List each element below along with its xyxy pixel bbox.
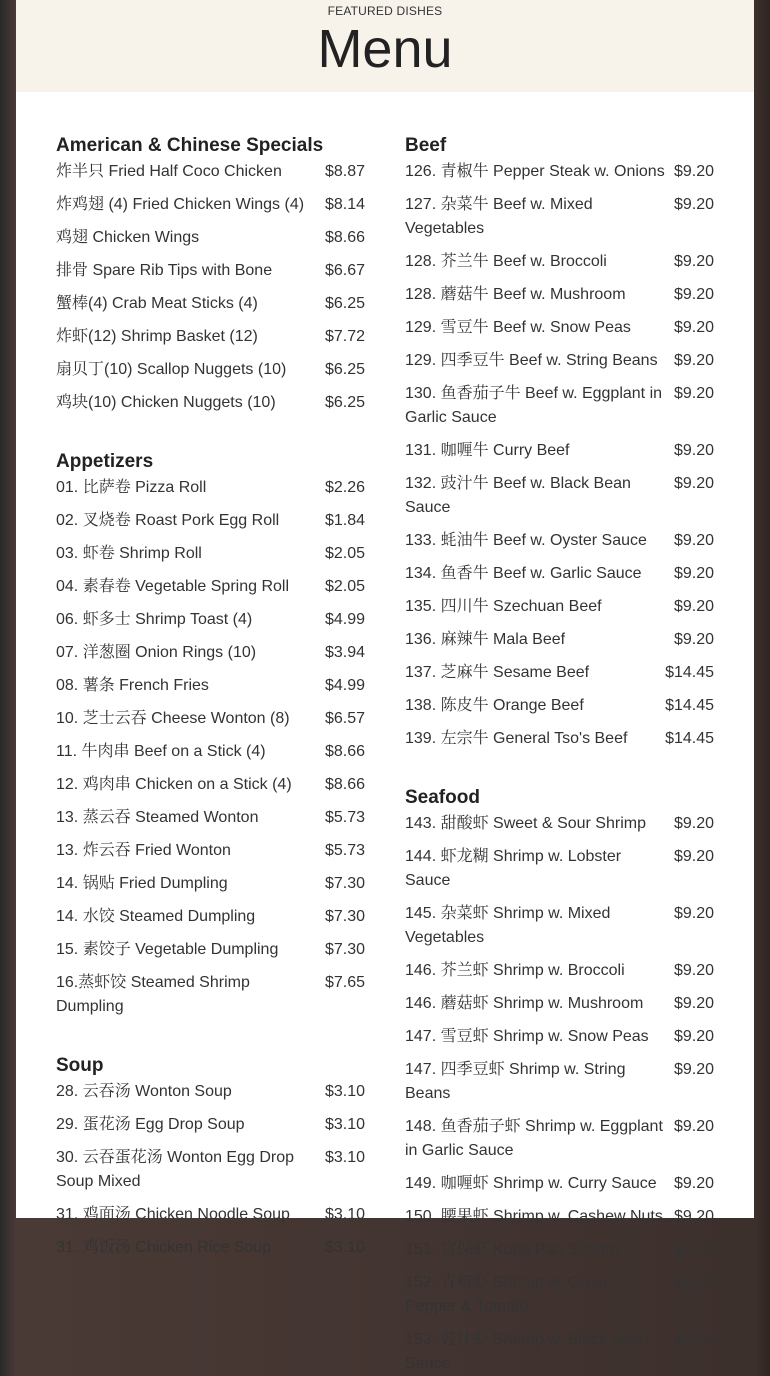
menu-item-price: $2.05 <box>324 545 365 562</box>
menu-item[interactable] <box>405 349 714 373</box>
menu-item-name: 02. 叉烧卷 Roast Pork Egg Roll <box>56 512 280 529</box>
menu-item[interactable] <box>405 316 714 340</box>
menu-item-price: $6.25 <box>324 361 365 378</box>
section-title: American & Chinese Specials <box>56 135 324 156</box>
menu-item[interactable] <box>405 1205 714 1229</box>
menu-item-name: 144. 虾龙糊 Shrimp w. Lobster Sauce <box>405 848 622 889</box>
menu-item-name: 鸡翅 Chicken Wings <box>56 229 200 246</box>
menu-section-seafood <box>405 784 714 1376</box>
menu-item[interactable] <box>56 707 365 731</box>
menu-item-price: $4.99 <box>324 611 365 628</box>
menu-item[interactable] <box>56 938 365 962</box>
menu-item[interactable] <box>405 160 714 184</box>
menu-item-name: 28. 云吞汤 Wonton Soup <box>56 1083 232 1100</box>
menu-item[interactable] <box>405 1172 714 1196</box>
menu-item[interactable] <box>56 476 365 500</box>
section-title: Beef <box>405 135 447 156</box>
section-title: Seafood <box>405 787 480 808</box>
menu-item-price: $5.73 <box>324 809 365 826</box>
menu-item-name: 11. 牛肉串 Beef on a Stick (4) <box>56 743 266 760</box>
menu-item[interactable] <box>405 1238 714 1262</box>
menu-item[interactable] <box>56 509 365 533</box>
menu-section-beef <box>405 132 714 751</box>
menu-item-price: $8.14 <box>324 196 365 213</box>
menu-item-price: $3.10 <box>324 1116 365 1133</box>
menu-item-price: $9.20 <box>673 253 714 270</box>
menu-item-price: $9.20 <box>673 848 714 865</box>
menu-item[interactable] <box>56 905 365 929</box>
menu-item-price: $9.20 <box>673 352 714 369</box>
menu-item-price: $9.20 <box>673 286 714 303</box>
section-title: Appetizers <box>56 451 154 472</box>
menu-item[interactable] <box>56 226 365 250</box>
menu-item-price: $3.10 <box>324 1239 365 1256</box>
menu-item[interactable] <box>56 325 365 349</box>
menu-item-name: 14. 水饺 Steamed Dumpling <box>56 908 256 925</box>
menu-item[interactable] <box>405 250 714 274</box>
menu-item[interactable] <box>56 1146 365 1194</box>
menu-item[interactable] <box>405 628 714 652</box>
right-column <box>405 92 714 1376</box>
menu-item-price: $9.20 <box>673 475 714 492</box>
menu-item[interactable] <box>405 661 714 685</box>
menu-item-price: $9.20 <box>673 598 714 615</box>
menu-item[interactable] <box>405 902 714 950</box>
left-column <box>56 92 365 1260</box>
menu-item-price: $9.20 <box>673 1241 714 1258</box>
menu-section-soup <box>56 1052 365 1260</box>
menu-item[interactable] <box>405 529 714 553</box>
menu-item-price: $3.10 <box>324 1083 365 1100</box>
menu-item[interactable] <box>405 439 714 463</box>
menu-item[interactable] <box>405 382 714 430</box>
menu-item-name: 29. 蛋花汤 Egg Drop Soup <box>56 1116 245 1133</box>
menu-item-name: 126. 青椒牛 Pepper Steak w. Onions <box>405 163 665 180</box>
menu-item-price: $8.66 <box>324 229 365 246</box>
menu-item-name: 06. 虾多士 Shrimp Toast (4) <box>56 611 253 628</box>
menu-item[interactable] <box>405 1328 714 1376</box>
menu-item[interactable] <box>56 641 365 665</box>
menu-item-price: $2.05 <box>324 578 365 595</box>
menu-item-price: $9.20 <box>673 631 714 648</box>
menu-item[interactable] <box>405 193 714 241</box>
menu-item[interactable] <box>56 872 365 896</box>
menu-item[interactable] <box>405 727 714 751</box>
menu-item-name: 146. 芥兰虾 Shrimp w. Broccoli <box>405 962 625 979</box>
menu-item-name: 150. 腰果虾 Shrimp w. Cashew Nuts <box>405 1208 663 1225</box>
menu-item-name: 145. 杂菜虾 Shrimp w. Mixed Vegetables <box>405 905 611 946</box>
menu-item[interactable] <box>405 845 714 893</box>
menu-item-price: $9.20 <box>673 815 714 832</box>
page-title: Menu <box>317 19 453 79</box>
menu-item-price: $6.57 <box>324 710 365 727</box>
menu-item[interactable] <box>56 358 365 382</box>
menu-item-name: 133. 蚝油牛 Beef w. Oyster Sauce <box>405 532 647 549</box>
menu-item[interactable] <box>405 1025 714 1049</box>
menu-item-price: $3.94 <box>324 644 365 661</box>
menu-item-price: $9.20 <box>673 995 714 1012</box>
menu-item-name: 炸虾(12) Shrimp Basket (12) <box>56 328 258 345</box>
menu-item-name: 132. 豉汁牛 Beef w. Black Bean Sauce <box>405 475 631 516</box>
menu-item-name: 13. 炸云吞 Fried Wonton <box>56 842 231 859</box>
menu-item-price: $6.67 <box>324 262 365 279</box>
menu-item[interactable] <box>56 971 365 1019</box>
menu-item-name: 128. 芥兰牛 Beef w. Broccoli <box>405 253 607 270</box>
menu-item-name: 130. 鱼香茄子牛 Beef w. Eggplant in Garlic Sauce <box>405 385 663 426</box>
menu-item-price: $9.20 <box>673 1274 714 1291</box>
menu-item-price: $2.26 <box>324 479 365 496</box>
menu-item-name: 14. 锅贴 Fried Dumpling <box>56 875 228 892</box>
menu-section-appetizers <box>56 448 365 1019</box>
menu-item-name: 152. 青椒虾 Shrimp w. Green Pepper & Tomato <box>405 1274 613 1315</box>
menu-item[interactable] <box>56 839 365 863</box>
menu-item[interactable] <box>56 542 365 566</box>
menu-item[interactable] <box>405 472 714 520</box>
menu-item-name: 127. 杂菜牛 Beef w. Mixed Vegetables <box>405 196 593 237</box>
menu-item-price: $9.20 <box>673 1208 714 1225</box>
menu-item-name: 07. 洋葱圈 Onion Rings (10) <box>56 644 257 661</box>
menu-section-american-and-chinese-specials <box>56 132 365 415</box>
menu-item[interactable] <box>56 608 365 632</box>
menu-item-name: 排骨 Spare Rib Tips with Bone <box>56 262 273 279</box>
menu-item-price: $9.20 <box>673 319 714 336</box>
menu-item-name: 147. 四季豆虾 Shrimp w. String Beans <box>405 1061 626 1102</box>
menu-item[interactable] <box>56 740 365 764</box>
menu-item-name: 31. 鸡饭汤 Chicken Rice Soup <box>56 1239 272 1256</box>
menu-item-name: 148. 鱼香茄子虾 Shrimp w. Eggplant in Garlic Sauce <box>405 1118 663 1159</box>
menu-item[interactable] <box>56 259 365 283</box>
menu-item[interactable] <box>405 1058 714 1106</box>
menu-item-price: $1.84 <box>324 512 365 529</box>
menu-item-name: 31. 鸡面汤 Chicken Noodle Soup <box>56 1206 290 1223</box>
menu-item[interactable] <box>56 193 365 217</box>
menu-item-name: 鸡块(10) Chicken Nuggets (10) <box>56 394 276 411</box>
menu-item-name: 10. 芝士云吞 Cheese Wonton (8) <box>56 710 290 727</box>
menu-item[interactable] <box>405 992 714 1016</box>
menu-item-price: $3.10 <box>324 1149 365 1166</box>
menu-item-name: 151. 宫保虾 Kung Pao Shrimp <box>405 1241 619 1258</box>
menu-item[interactable] <box>56 773 365 797</box>
menu-item-name: 137. 芝麻牛 Sesame Beef <box>405 664 590 681</box>
menu-item[interactable] <box>405 1115 714 1163</box>
menu-item-name: 147. 雪豆虾 Shrimp w. Snow Peas <box>405 1028 649 1045</box>
menu-item-price: $9.20 <box>673 905 714 922</box>
menu-item-name: 30. 云吞蛋花汤 Wonton Egg Drop Soup Mixed <box>56 1149 295 1190</box>
menu-item[interactable] <box>56 1236 365 1260</box>
menu-item[interactable] <box>405 1271 714 1319</box>
menu-item-price: $9.20 <box>673 1175 714 1192</box>
menu-item-name: 138. 陈皮牛 Orange Beef <box>405 697 584 714</box>
menu-item-price: $8.87 <box>324 163 365 180</box>
menu-item[interactable] <box>56 160 365 184</box>
menu-item-name: 131. 咖喱牛 Curry Beef <box>405 442 570 459</box>
menu-item-price: $14.45 <box>665 664 714 681</box>
menu-item-price: $9.20 <box>673 1061 714 1078</box>
menu-item-name: 扇贝丁(10) Scallop Nuggets (10) <box>56 361 287 378</box>
menu-item-name: 136. 麻辣牛 Mala Beef <box>405 631 566 648</box>
menu-item[interactable] <box>405 562 714 586</box>
menu-item-name: 153. 豉汁虾 Shrimp w. Black Bean Sauce <box>405 1331 649 1372</box>
menu-item-price: $9.20 <box>673 163 714 180</box>
menu-item-name: 16.蒸虾饺 Steamed Shrimp Dumpling <box>56 974 250 1015</box>
menu-item-price: $6.25 <box>324 394 365 411</box>
menu-item-name: 135. 四川牛 Szechuan Beef <box>405 598 602 615</box>
menu-item[interactable] <box>56 292 365 316</box>
menu-item-price: $7.30 <box>324 908 365 925</box>
menu-item-price: $9.20 <box>673 532 714 549</box>
menu-item-name: 03. 虾卷 Shrimp Roll <box>56 545 202 562</box>
menu-item-name: 143. 甜酸虾 Sweet & Sour Shrimp <box>405 815 646 832</box>
menu-item-name: 128. 蘑菇牛 Beef w. Mushroom <box>405 286 626 303</box>
menu-item-name: 146. 蘑菇虾 Shrimp w. Mushroom <box>405 995 644 1012</box>
menu-item-price: $9.20 <box>673 442 714 459</box>
menu-item-name: 蟹棒(4) Crab Meat Sticks (4) <box>56 295 258 312</box>
menu-item-price: $9.20 <box>673 962 714 979</box>
menu-item-price: $9.20 <box>673 565 714 582</box>
menu-item-name: 08. 薯条 French Fries <box>56 677 209 694</box>
menu-item[interactable] <box>405 694 714 718</box>
menu-item-price: $9.20 <box>673 1118 714 1135</box>
menu-item-name: 129. 四季豆牛 Beef w. String Beans <box>405 352 658 369</box>
menu-item-name: 04. 素春卷 Vegetable Spring Roll <box>56 578 290 595</box>
menu-item-price: $7.72 <box>324 328 365 345</box>
menu-item-price: $3.10 <box>324 1206 365 1223</box>
menu-item-price: $6.25 <box>324 295 365 312</box>
menu-item-price: $9.20 <box>673 1331 714 1348</box>
menu-item-name: 149. 咖喱虾 Shrimp w. Curry Sauce <box>405 1175 657 1192</box>
menu-sheet <box>16 0 754 1372</box>
menu-item[interactable] <box>56 1203 365 1227</box>
menu-item[interactable] <box>405 812 714 836</box>
menu-item-price: $4.99 <box>324 677 365 694</box>
menu-item-price: $7.30 <box>324 941 365 958</box>
menu-item-price: $8.66 <box>324 776 365 793</box>
menu-item-price: $14.45 <box>665 730 714 747</box>
menu-item-price: $9.20 <box>673 385 714 402</box>
menu-item-name: 134. 鱼香牛 Beef w. Garlic Sauce <box>405 565 642 582</box>
menu-item-price: $14.45 <box>665 697 714 714</box>
menu-item-name: 13. 蒸云吞 Steamed Wonton <box>56 809 259 826</box>
menu-item-name: 炸半只 Fried Half Coco Chicken <box>56 163 282 180</box>
menu-item-name: 炸鸡翅 (4) Fried Chicken Wings (4) <box>56 196 305 213</box>
section-title: Soup <box>56 1055 104 1076</box>
menu-item[interactable] <box>56 806 365 830</box>
menu-item-price: $7.30 <box>324 875 365 892</box>
menu-item[interactable] <box>405 595 714 619</box>
menu-item-name: 139. 左宗牛 General Tso's Beef <box>405 730 628 747</box>
menu-item-name: 01. 比萨卷 Pizza Roll <box>56 479 207 496</box>
menu-item-name: 15. 素饺子 Vegetable Dumpling <box>56 941 279 958</box>
menu-item-name: 129. 雪豆牛 Beef w. Snow Peas <box>405 319 631 336</box>
menu-item[interactable] <box>56 575 365 599</box>
menu-item-price: $9.20 <box>673 196 714 213</box>
menu-item[interactable] <box>405 959 714 983</box>
menu-item-price: $8.66 <box>324 743 365 760</box>
menu-item-name: 12. 鸡肉串 Chicken on a Stick (4) <box>56 776 292 793</box>
menu-item-price: $9.20 <box>673 1028 714 1045</box>
menu-item[interactable] <box>56 1080 365 1104</box>
menu-item[interactable] <box>56 674 365 698</box>
menu-item[interactable] <box>56 1113 365 1137</box>
menu-item[interactable] <box>56 391 365 415</box>
menu-header <box>16 0 754 92</box>
menu-item-price: $7.65 <box>324 974 365 991</box>
menu-item-price: $5.73 <box>324 842 365 859</box>
menu-item[interactable] <box>405 283 714 307</box>
featured-dishes-label: FEATURED DISHES <box>327 4 443 18</box>
